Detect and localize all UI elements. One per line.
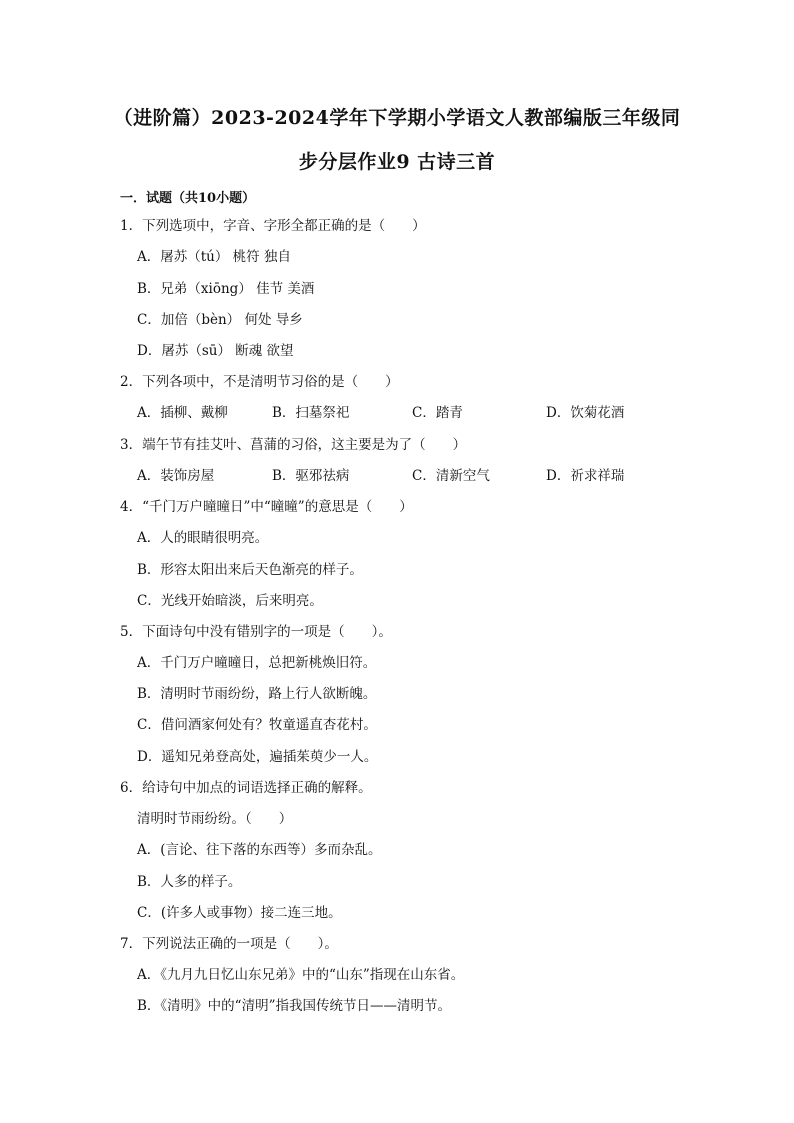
question-1-option-d: D．屠苏（sū） 断魂 欲望 [137, 343, 294, 359]
section-heading: 一．试题（共10小题） [120, 191, 256, 206]
question-6-sub-line: 清明时节雨纷纷。（ ） [137, 811, 293, 827]
question-6-option-c: C．(许多人或事物）接二连三地。 [137, 905, 342, 921]
question-5-option-a: A．千门万户曈曈日，总把新桃焕旧符。 [137, 655, 377, 671]
question-7-stem: 7．下列说法正确的一项是（ ）。 [120, 936, 338, 952]
question-5-stem: 5．下面诗句中没有错别字的一项是（ ）。 [120, 624, 392, 640]
document-title-line-1: （进阶篇）2023-2024学年下学期小学语文人教部编版三年级同 [113, 107, 681, 129]
document-title-line-2: 步分层作业9 古诗三首 [298, 151, 496, 173]
question-2-stem: 2．下列各项中，不是清明节习俗的是（ ） [120, 374, 399, 390]
question-6-option-a: A．(言论、往下落的东西等）多而杂乱。 [137, 842, 382, 858]
question-1-option-b: B．兄弟（xiōng） 佳节 美酒 [137, 281, 315, 297]
question-2-option-d: D．饮菊花酒 [546, 405, 625, 421]
question-5-option-c: C．借问酒家何处有？牧童遥直杏花村。 [137, 717, 377, 733]
question-3-option-a: A．装饰房屋 [137, 468, 215, 484]
question-7-option-b: B．《清明》中的“清明”指我国传统节日——清明节。 [137, 998, 451, 1014]
question-7-option-a: A．《九月九日忆山东兄弟》中的“山东”指现在山东省。 [137, 967, 465, 983]
question-4-option-a: A．人的眼睛很明亮。 [137, 530, 269, 546]
question-5-option-b: B．清明时节雨纷纷，路上行人欲断魄。 [137, 686, 377, 702]
question-3-option-c: C．清新空气 [412, 468, 490, 484]
question-4-option-c: C．光线开始暗淡，后来明亮。 [137, 593, 323, 609]
question-1-stem: 1．下列选项中，字音、字形全都正确的是（ ） [120, 218, 426, 234]
question-2-option-c: C．踏青 [412, 405, 463, 421]
question-1-option-a: A．屠苏（tú） 桃符 独自 [137, 249, 291, 265]
question-2-option-a: A．插柳、戴柳 [137, 405, 228, 421]
question-2-option-b: B．扫墓祭祀 [272, 405, 350, 421]
question-1-option-c: C．加倍（bèn） 何处 导乡 [137, 312, 303, 328]
question-4-option-b: B．形容太阳出来后天色渐亮的样子。 [137, 562, 363, 578]
question-3-option-b: B．驱邪祛病 [272, 468, 350, 484]
question-5-option-d: D．遥知兄弟登高处，遍插茱萸少一人。 [137, 749, 378, 765]
question-6-stem: 6．给诗句中加点的词语选择正确的解释。 [120, 780, 372, 796]
question-3-option-d: D．祈求祥瑞 [546, 468, 625, 484]
question-6-option-b: B．人多的样子。 [137, 874, 242, 890]
question-4-stem: 4．“千门万户曈曈日”中“曈曈”的意思是（ ） [120, 499, 413, 515]
question-3-stem: 3．端午节有挂艾叶、菖蒲的习俗，这主要是为了（ ） [120, 437, 467, 453]
